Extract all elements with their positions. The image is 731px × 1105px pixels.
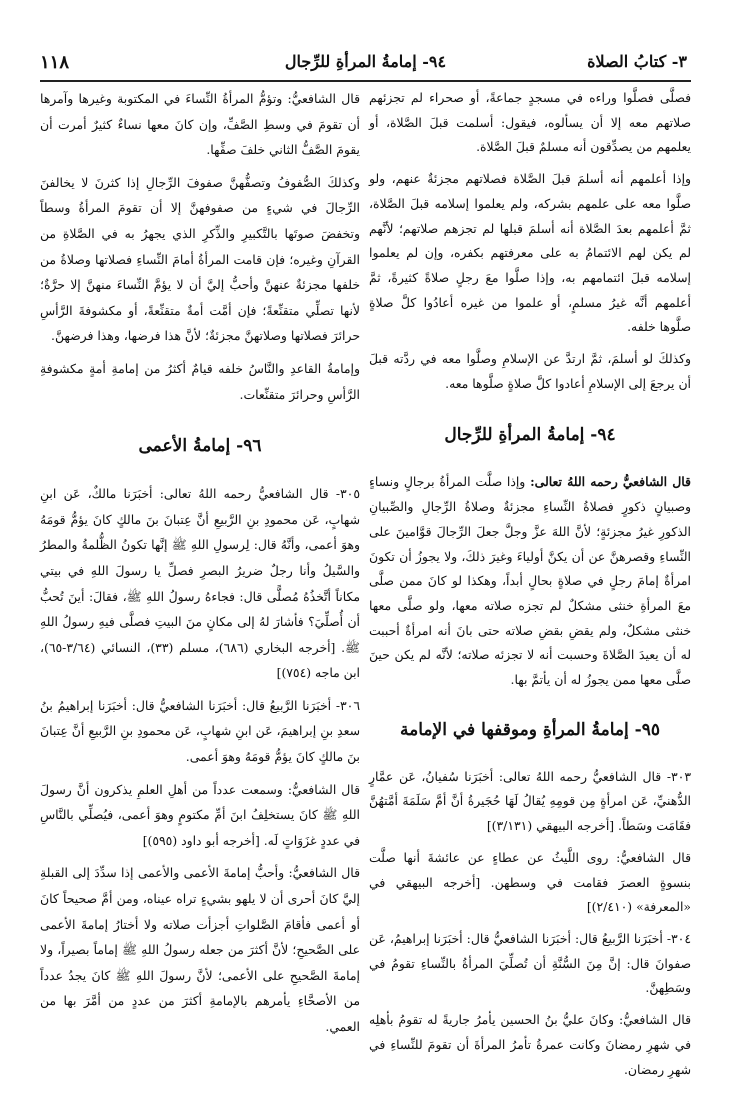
paragraph: قال الشافعيُّ: وكانَ عليُّ بنُ الحسين يأمرُ جاريةً له تقومُ بأهلِه في شهرِ رمضانَ وكانت عمرةُ تأمرُ المرأةَ أن تقومَ للنِّساءِ في شهرِ رمضان. [369,1012,691,1077]
paragraph: وإذا أعلمهم أنه أسلمَ قبلَ الصَّلاة فصلاتهم مجزئةٌ عنهم، ولو صلَّوا معه على علمهم بشركه، ولم يعلموا إسلامه قبلَ الصَّلاة، ثمَّ أعلمهم بعدَ الصَّلاة أنه أسلمَ قبلها لم تجزهم صلاتهم؛ لأنَّهم لم يكن لهم الائتمامُ به على معرفتهم بكفره، وإن لم يعلموا إسلامه قبلَ ائتمامهم به، وإذا صلَّوا معَ رجلٍ صلاةً كثيرةً، ثمَّ أعلمهم أنَّه غيرُ مسلمٍ، أو علموا من غيره أعادُوا كلَّ صلاةٍ صلَّوها خلفه. [369,171,691,335]
paragraph: قال الشافعيُّ: وتؤمُّ المرأةُ النِّساءَ في المكتوبة وغيرها وآمرها أن تقومَ في وسطِ الصَّفِّ، وإن كانَ معها نساءٌ كثيرٌ أمرت أن يقومَ الصَّفُّ الثاني خلفَ صفِّها. [40,91,360,158]
paragraph: ٣٠٥- قال الشافعيُّ رحمه اللهُ تعالى: أخبَرَنا مالكٌ، عَن ابنِ شهابٍ، عَن محمودِ بنِ الرَّبيعِ أنَّ عِتبانَ بنَ مالكٍ كانَ يؤمُّ قومَهُ وهوَ أعمى، وأنَّهُ قال: لِرسولِ اللهِ ﷺ إنَّها تكونُ الظُّلمةُ والمطرُ والسَّيلُ وأنا رجلٌ ضريرُ البصرِ فصلِّ يا رسولَ اللهِ في بيتي مكاناً أتَّخذُهُ مُصلًّى قال: فجاءهُ رسولُ اللهِ ﷺ، فقالَ: أينَ تُحبُّ أن أُصلِّيَ؟ فأشارَ لهُ إلى مكانٍ منَ البيتِ فصلَّى فيهِ رسولُ اللهِ ﷺ. [أخرجه البخاري (٦٨٦)، مسلم (٣٣)، النسائي (٣/٦٤-٦٥)، ابن ماجه (٧٥٤)] [40,486,361,681]
left-column [40,86,360,1047]
section-heading: ٩٤- إمامةُ المرأةِ للرِّجال [444,425,616,446]
paragraph: ٣٠٣- قال الشافعيُّ رحمه اللهُ تعالى: أخبَرَنا سُفيانُ، عَن عمَّارٍ الدُّهنيِّ، عَن امرأةٍ مِن قومِهِ يُقالُ لَهَا حُجَيرةُ أنَّ أمَّ سَلَمَةَ أمَّتهُنَّ فقَامَت وسَطاً. [أخرجه البيهقي (٣/١٣١)] [369,768,691,834]
paragraph: وكذلكَ الصُّفوفُ وتصفُّهنَّ صفوفَ الرِّجالِ إذا كثرنَ لا يخالفنَ الرِّجالَ في شيءٍ من صفوفهنَّ إلا أن تقومَ المرأةُ وسطاً وتخفضَ صوتَها بالتَّكبيرِ والذِّكرِ الذي يجهرُ به في الصَّلاةِ من القرآنِ وغيره؛ فإن قامت المرأةُ أمامَ النِّساءِ فصلاتها وصلاةُ من خلفها مجزئةٌ عنهنَّ وأحبُّ إليَّ أن لا يؤمَّ النِّساءَ منهنَّ إلا حرَّةٌ؛ لأنها تصلِّي متقنِّعةً؛ فإن أمَّت أمةٌ متقنِّعةً، أو مكشوفةَ الرَّأسِ حرائرَ فصلاتها وصلاتهنَّ مجزئةٌ؛ لأنَّ هذا فرضها، وهذا فرضهنَّ. [40,174,360,344]
paragraph: فصلَّى فصلَّوا وراءه في مسجدٍ جماعةً، أو صحراء لم تجزئهم صلاتهم معه إلا أن يسألوه، فيقول: أسلمت قبلَ الصَّلاة، أو يعلمهم من يصدِّقون أنه مسلمٌ قبلَ الصَّلاة. [369,90,691,155]
paragraph: وإمامةُ القاعدِ والنَّاسُ خلفه قيامٌ أكثرُ من إمامةِ أمةٍ مكشوفةِ الرَّأسِ وحرائرَ متقنِّعات. [40,360,360,402]
paragraph: ٣٠٦- أخبَرَنا الرَّبيعُ قال: أخبَرَنا الشافعيُّ قال: أخبَرَنا إبراهيمُ بنُ سعدِ بنِ إبراهيمَ، عَن ابنِ شهابٍ، عَن محمودِ بنِ الرَّبيعِ أنَّ عِتبانَ بنَ مالكٍ كانَ يؤمُّ قومَهُ وهوَ أعمى. [40,697,360,765]
paragraph [369,470,691,692]
paragraph: قال الشافعيُّ: وسمعت عدداً من أهلِ العلمِ يذكرون أنَّ رسولَ اللهِ ﷺ كانَ يستخلِفُ ابنَ أمِّ مكتومٍ وهوَ أعمى، فيُصلِّي بالنَّاسِ في عددٍ غزَوَاتٍ لَه. [أخرجه أبو داود (٥٩٥)] [40,781,360,848]
running-title: ٩٤- إمامةُ المرأةِ للرِّجال [284,52,447,71]
header-rule [40,80,691,82]
speaker-label: قال الشافعيُّ رحمه اللهُ تعالى: [530,474,691,490]
page-number: ١١٨ [40,52,70,73]
right-column [369,86,691,1089]
paragraph: ٣٠٤- أخبَرَنا الرَّبيعُ قال: أخبَرَنا الشافعيُّ قال: أخبَرَنا إبراهيمُ، عَن صفوانَ قال: إنَّ مِنَ السُّنَّةِ أن تُصلِّيَ المرأةُ بالنِّساءِ تقومُ في وسَطِهنَّ. [369,930,691,996]
paragraph: قال الشافعيُّ: روى اللَّيثُ عن عطاءٍ عن عائشةَ أنها صلَّت بنسوةٍ العصرَ فقامت في وسطهن. [أخرجه البيهقي في «المعرفة» (٢/٤١٠)] [369,849,691,915]
book-title: ٣- كتابُ الصلاة [587,52,687,71]
paragraph: قال الشافعيُّ: وأحبُّ إمامةَ الأعمى والأعمى إذا سدِّدَ إلى القبلةِ إليَّ كانَ أحرى أن لا يلهو بشيءٍ تراه عيناه، ومن أمَّ صحيحاً كانَ أو أعمى فأقامَ الصَّلواتِ أجزأت صلاته ولا أختارُ إمامةَ الأعمى على الصَّحيحِ؛ لأنَّ أكثرَ من جعله رسولُ اللهِ ﷺ إماماً بصيراً، ولا إمامةَ الصَّحيحِ على الأعمى؛ لأنَّ رسولَ اللهِ ﷺ كانَ يجدُ عدداً من الأصحَّاءِ يأمرهم بالإمامةِ أكثرَ من عددٍ من أمَّرَ بها من العمي. [40,865,360,1034]
paragraph-text: وإذا صلَّت المرأةُ برجالٍ ونساءٍ وصبيانٍ ذكورٍ فصلاةُ النِّساءِ مجزئةٌ وصلاةُ الرِّجالِ والصِّبيانِ الذكورِ غيرُ مجزئةٍ؛ لأنَّ اللهَ عزَّ وجلَّ جعلَ الرِّجالَ قوَّامينَ على النِّساءِ وقصرهنَّ عن أن يكنَّ أولياءَ وغيرَ ذلكَ، ولا يجوزُ أن تكونَ امرأةٌ إمامَ رجلٍ في صلاةٍ بحالٍ أبداً، وهكذا لو كانَ ممن صلَّى معَ المرأةِ خنثى مشكلٌ لم تجزه صلاته معها، ولو صلَّى معها خنثى مشكلٌ، ولم يقضِ بقضِ صلاته حتى بانَ أنه امرأةٌ أحببت له أن يعيدَ الصَّلاةَ وحسبت أنه لا تجزئه صلاته؛ لأنَّه لم يكن حينَ صلَّى معها ممن يجوزُ له أن يأتمَّ بها. [369,474,691,688]
section-heading: ٩٥- إمامةُ المرأةِ وموقفها في الإمامة [400,719,660,740]
section-heading: ٩٦- إمامةُ الأعمى [138,436,262,457]
paragraph: وكذلكَ لو أسلمَ، ثمَّ ارتدَّ عن الإسلامِ وصلَّوا معه في ردَّته قبلَ أن يرجعَ إلى الإسلامِ أعادوا كلَّ صلاةٍ صلَّوها معه. [369,351,691,391]
